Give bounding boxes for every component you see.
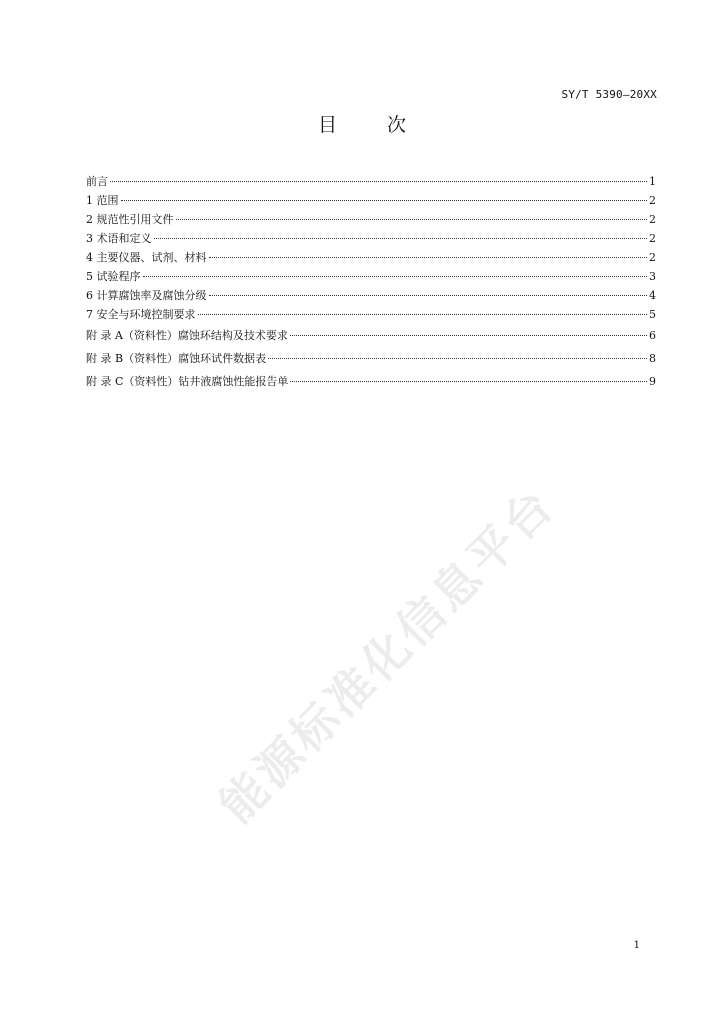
table-of-contents [86,172,656,393]
document-number: SY/T 5390—20XX [561,88,657,101]
toc-entry-appendix-a[interactable] [86,324,656,347]
toc-entry-appendix-c[interactable] [86,370,656,393]
toc-leader-dots [198,314,648,315]
toc-entry-safety[interactable] [86,305,656,324]
toc-entry-label: 2 规范性引用文件 [86,213,174,226]
toc-entry-appendix-b[interactable] [86,347,656,370]
toc-entry-instruments[interactable] [86,248,656,267]
toc-entry-page: 9 [649,375,656,388]
toc-entry-label: 4 主要仪器、试剂、材料 [86,251,207,264]
toc-entry-page: 2 [649,251,656,264]
toc-entry-page: 8 [649,352,656,365]
page-number: 1 [633,940,640,951]
toc-entry-terms[interactable] [86,229,656,248]
toc-leader-dots [121,200,648,201]
page-title: 目 次 [317,114,429,136]
toc-leader-dots [143,276,648,277]
toc-entry-page: 6 [649,329,656,342]
toc-entry-page: 5 [649,308,656,321]
toc-entry-page: 3 [649,270,656,283]
toc-leader-dots [290,335,647,336]
toc-entry-label: 前言 [86,175,108,188]
toc-entry-foreword[interactable] [86,172,656,191]
toc-leader-dots [290,381,647,382]
toc-entry-label: 附 录 A（资料性）腐蚀环结构及技术要求 [86,329,288,342]
toc-leader-dots [154,238,648,239]
toc-leader-dots [268,358,647,359]
toc-entry-page: 2 [649,194,656,207]
toc-entry-test-procedure[interactable] [86,267,656,286]
toc-entry-label: 7 安全与环境控制要求 [86,308,196,321]
toc-entry-scope[interactable] [86,191,656,210]
watermark: 能源标准化信息平台 [208,476,566,834]
toc-entry-normative-references[interactable] [86,210,656,229]
toc-entry-corrosion-rate[interactable] [86,286,656,305]
toc-entry-label: 附 录 B（资料性）腐蚀环试件数据表 [86,352,267,365]
toc-entry-label: 1 范围 [86,194,119,207]
toc-entry-label: 3 术语和定义 [86,232,152,245]
toc-leader-dots [176,219,648,220]
toc-leader-dots [110,181,647,182]
toc-entry-label: 6 计算腐蚀率及腐蚀分级 [86,289,207,302]
toc-entry-page: 4 [649,289,656,302]
toc-leader-dots [209,257,648,258]
toc-entry-page: 1 [649,175,656,188]
toc-entry-page: 2 [649,213,656,226]
toc-leader-dots [209,295,648,296]
toc-entry-label: 5 试验程序 [86,270,141,283]
toc-entry-page: 2 [649,232,656,245]
toc-entry-label: 附 录 C（资料性）钻井液腐蚀性能报告单 [86,375,289,388]
